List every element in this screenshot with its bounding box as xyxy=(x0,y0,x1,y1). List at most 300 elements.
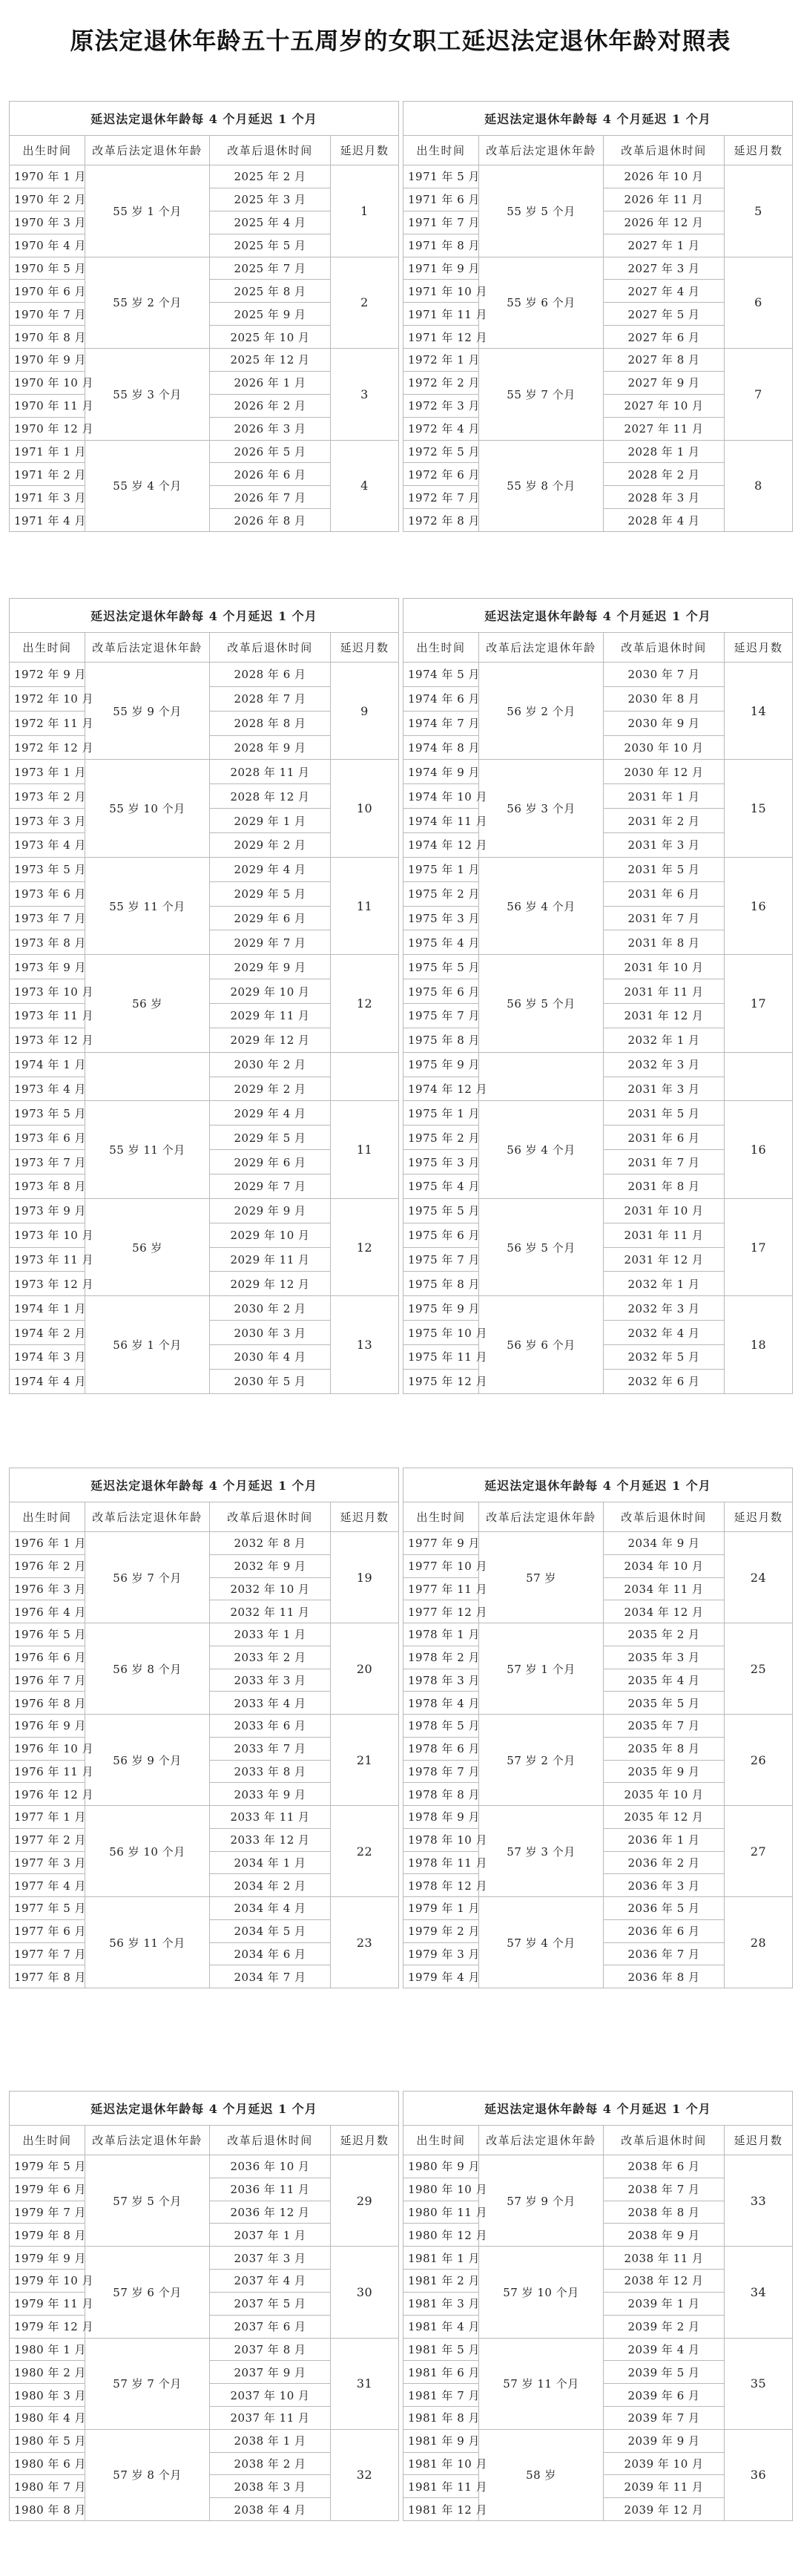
delay-months-cell: 23 xyxy=(331,1897,399,1988)
birth-date-cell: 1970 年 7 月 xyxy=(10,303,85,326)
retire-time-cell: 2036 年 12 月 xyxy=(210,2201,331,2224)
delay-months-cell: 35 xyxy=(725,2338,793,2429)
retire-time-cell: 2030 年 3 月 xyxy=(210,1321,331,1345)
retire-time-cell: 2038 年 4 月 xyxy=(210,2498,331,2521)
retire-age-cell xyxy=(85,1052,210,1101)
header-retire-age: 改革后法定退休年龄 xyxy=(85,1502,210,1532)
retire-time-cell: 2031 年 3 月 xyxy=(604,1077,725,1101)
retire-time-cell: 2037 年 5 月 xyxy=(210,2292,331,2315)
retire-time-cell: 2035 年 7 月 xyxy=(604,1715,725,1738)
retire-time-cell: 2033 年 11 月 xyxy=(210,1806,331,1829)
retire-time-cell: 2029 年 2 月 xyxy=(210,1077,331,1101)
birth-date-cell: 1972 年 7 月 xyxy=(403,486,479,509)
delay-months-cell: 20 xyxy=(331,1623,399,1715)
retire-time-cell: 2035 年 4 月 xyxy=(604,1669,725,1692)
retire-time-cell: 2036 年 2 月 xyxy=(604,1851,725,1874)
retire-time-cell: 2031 年 12 月 xyxy=(604,1247,725,1272)
retire-time-cell: 2026 年 2 月 xyxy=(210,394,331,417)
birth-date-cell: 1977 年 12 月 xyxy=(403,1600,479,1623)
header-delay-months: 延迟月数 xyxy=(725,633,793,663)
half-table-right xyxy=(403,598,792,1394)
birth-date-cell: 1978 年 3 月 xyxy=(403,1669,479,1692)
retire-age-cell: 57 岁 1 个月 xyxy=(479,1623,604,1715)
delay-months-cell: 11 xyxy=(331,1101,399,1198)
retire-time-cell: 2029 年 12 月 xyxy=(210,1028,331,1052)
table-row xyxy=(10,2429,399,2452)
retire-time-cell: 2039 年 12 月 xyxy=(604,2498,725,2521)
birth-date-cell: 1979 年 11 月 xyxy=(10,2292,85,2315)
header-birth-date: 出生时间 xyxy=(10,633,85,663)
retire-time-cell: 2039 年 4 月 xyxy=(604,2338,725,2361)
birth-date-cell: 1972 年 2 月 xyxy=(403,371,479,394)
retire-time-cell: 2025 年 12 月 xyxy=(210,349,331,372)
birth-date-cell: 1976 年 6 月 xyxy=(10,1646,85,1669)
retire-time-cell: 2036 年 6 月 xyxy=(604,1919,725,1942)
retire-time-cell: 2031 年 11 月 xyxy=(604,979,725,1004)
retire-age-cell: 56 岁 1 个月 xyxy=(85,1296,210,1393)
retire-time-cell: 2035 年 10 月 xyxy=(604,1783,725,1806)
half-table-right xyxy=(403,1468,792,1988)
retire-time-cell: 2033 年 3 月 xyxy=(210,1669,331,1692)
retire-time-cell: 2038 年 11 月 xyxy=(604,2247,725,2270)
page-title: 原法定退休年龄五十五周岁的女职工延迟法定退休年龄对照表 xyxy=(70,27,731,55)
table-row xyxy=(10,1198,399,1223)
table-row xyxy=(10,857,399,881)
retire-time-cell: 2029 年 4 月 xyxy=(210,1101,331,1126)
retire-time-cell: 2033 年 6 月 xyxy=(210,1715,331,1738)
birth-date-cell: 1975 年 12 月 xyxy=(403,1369,479,1393)
birth-date-cell: 1979 年 1 月 xyxy=(403,1897,479,1920)
header-delay-months: 延迟月数 xyxy=(725,1502,793,1532)
table-row xyxy=(403,1052,793,1077)
birth-date-cell: 1971 年 2 月 xyxy=(10,463,85,486)
retire-time-cell: 2026 年 12 月 xyxy=(604,211,725,234)
retire-time-cell: 2031 年 7 月 xyxy=(604,1150,725,1174)
retire-time-cell: 2026 年 11 月 xyxy=(604,188,725,211)
birth-date-cell: 1973 年 9 月 xyxy=(10,1198,85,1223)
birth-date-cell: 1975 年 9 月 xyxy=(403,1296,479,1321)
delay-months-cell: 9 xyxy=(331,663,399,760)
retire-time-cell: 2030 年 2 月 xyxy=(210,1296,331,1321)
birth-date-cell: 1976 年 9 月 xyxy=(10,1715,85,1738)
birth-date-cell: 1981 年 5 月 xyxy=(403,2338,479,2361)
retire-time-cell: 2030 年 2 月 xyxy=(210,1052,331,1077)
delay-months-cell: 7 xyxy=(725,349,793,441)
retire-time-cell: 2031 年 8 月 xyxy=(604,930,725,955)
retire-time-cell: 2031 年 7 月 xyxy=(604,906,725,930)
birth-date-cell: 1978 年 1 月 xyxy=(403,1623,479,1646)
retire-time-cell: 2039 年 5 月 xyxy=(604,2361,725,2384)
retire-time-cell: 2039 年 9 月 xyxy=(604,2429,725,2452)
birth-date-cell: 1977 年 4 月 xyxy=(10,1874,85,1897)
birth-date-cell: 1979 年 8 月 xyxy=(10,2224,85,2247)
birth-date-cell: 1977 年 6 月 xyxy=(10,1919,85,1942)
retire-time-cell: 2031 年 10 月 xyxy=(604,955,725,979)
birth-date-cell: 1980 年 11 月 xyxy=(403,2201,479,2224)
retire-time-cell: 2038 年 9 月 xyxy=(604,2224,725,2247)
birth-date-cell: 1975 年 5 月 xyxy=(403,955,479,979)
header-birth-date: 出生时间 xyxy=(403,2126,479,2155)
birth-date-cell: 1976 年 10 月 xyxy=(10,1737,85,1760)
delay-months-cell: 13 xyxy=(331,1296,399,1393)
retire-time-cell: 2029 年 7 月 xyxy=(210,1174,331,1199)
retire-time-cell: 2027 年 4 月 xyxy=(604,280,725,303)
retire-time-cell: 2031 年 5 月 xyxy=(604,1101,725,1126)
birth-date-cell: 1975 年 10 月 xyxy=(403,1321,479,1345)
delay-months-cell: 26 xyxy=(725,1715,793,1806)
birth-date-cell: 1973 年 10 月 xyxy=(10,979,85,1004)
birth-date-cell: 1971 年 6 月 xyxy=(403,188,479,211)
retire-time-cell: 2029 年 9 月 xyxy=(210,955,331,979)
table-row xyxy=(403,1715,793,1738)
birth-date-cell: 1975 年 5 月 xyxy=(403,1198,479,1223)
birth-date-cell: 1973 年 7 月 xyxy=(10,1150,85,1174)
table-row xyxy=(403,440,793,463)
birth-date-cell: 1974 年 7 月 xyxy=(403,711,479,735)
retire-time-cell: 2037 年 1 月 xyxy=(210,2224,331,2247)
retire-time-cell: 2034 年 9 月 xyxy=(604,1532,725,1555)
birth-date-cell: 1972 年 9 月 xyxy=(10,663,85,687)
retire-age-cell: 55 岁 8 个月 xyxy=(479,440,604,532)
retire-time-cell: 2034 年 4 月 xyxy=(210,1897,331,1920)
header-birth-date: 出生时间 xyxy=(10,1502,85,1532)
birth-date-cell: 1971 年 11 月 xyxy=(403,303,479,326)
retire-time-cell: 2038 年 2 月 xyxy=(210,2452,331,2475)
retire-time-cell: 2029 年 1 月 xyxy=(210,809,331,833)
birth-date-cell: 1973 年 12 月 xyxy=(10,1272,85,1296)
retire-time-cell: 2026 年 6 月 xyxy=(210,463,331,486)
birth-date-cell: 1971 年 9 月 xyxy=(403,257,479,280)
retire-time-cell: 2039 年 2 月 xyxy=(604,2315,725,2338)
table-caption: 延迟法定退休年龄每 4 个月延迟 1 个月 xyxy=(10,102,399,136)
header-retire-time: 改革后退休时间 xyxy=(604,2126,725,2155)
birth-date-cell: 1980 年 4 月 xyxy=(10,2406,85,2429)
table-row xyxy=(403,257,793,280)
birth-date-cell: 1972 年 12 月 xyxy=(10,735,85,760)
retire-time-cell: 2032 年 5 月 xyxy=(604,1345,725,1370)
retire-age-cell: 57 岁 6 个月 xyxy=(85,2247,210,2338)
delay-months-cell: 3 xyxy=(331,349,399,441)
birth-date-cell: 1981 年 7 月 xyxy=(403,2384,479,2407)
delay-months-cell xyxy=(725,1052,793,1101)
birth-date-cell: 1979 年 7 月 xyxy=(10,2201,85,2224)
retire-time-cell: 2028 年 8 月 xyxy=(210,711,331,735)
retire-time-cell: 2033 年 8 月 xyxy=(210,1760,331,1783)
birth-date-cell: 1971 年 1 月 xyxy=(10,440,85,463)
header-retire-time: 改革后退休时间 xyxy=(210,633,331,663)
birth-date-cell: 1974 年 6 月 xyxy=(403,686,479,711)
retire-time-cell: 2029 年 12 月 xyxy=(210,1272,331,1296)
header-delay-months: 延迟月数 xyxy=(331,1502,399,1532)
header-retire-age: 改革后法定退休年龄 xyxy=(479,2126,604,2155)
header-retire-age: 改革后法定退休年龄 xyxy=(85,136,210,165)
birth-date-cell: 1975 年 7 月 xyxy=(403,1247,479,1272)
table-caption: 延迟法定退休年龄每 4 个月延迟 1 个月 xyxy=(10,1468,399,1502)
retire-time-cell: 2030 年 8 月 xyxy=(604,686,725,711)
delay-months-cell: 17 xyxy=(725,955,793,1052)
retire-time-cell: 2027 年 5 月 xyxy=(604,303,725,326)
retire-time-cell: 2031 年 1 月 xyxy=(604,784,725,809)
delay-months-cell: 27 xyxy=(725,1806,793,1897)
half-table-left xyxy=(9,101,398,532)
retire-time-cell: 2026 年 1 月 xyxy=(210,371,331,394)
retire-time-cell: 2037 年 6 月 xyxy=(210,2315,331,2338)
retire-time-cell: 2026 年 7 月 xyxy=(210,486,331,509)
table-section-1 xyxy=(9,101,792,531)
retire-time-cell: 2025 年 10 月 xyxy=(210,326,331,349)
retire-time-cell: 2036 年 8 月 xyxy=(604,1965,725,1988)
retire-time-cell: 2032 年 9 月 xyxy=(210,1554,331,1577)
delay-months-cell: 25 xyxy=(725,1623,793,1715)
retire-age-cell: 56 岁 4 个月 xyxy=(479,857,604,954)
delay-months-cell: 19 xyxy=(331,1532,399,1623)
birth-date-cell: 1974 年 5 月 xyxy=(403,663,479,687)
retire-time-cell: 2035 年 2 月 xyxy=(604,1623,725,1646)
retire-time-cell: 2025 年 2 月 xyxy=(210,165,331,188)
birth-date-cell: 1970 年 9 月 xyxy=(10,349,85,372)
birth-date-cell: 1972 年 10 月 xyxy=(10,686,85,711)
retire-time-cell: 2029 年 2 月 xyxy=(210,833,331,858)
retirement-table xyxy=(403,2091,793,2521)
retire-time-cell: 2028 年 4 月 xyxy=(604,509,725,532)
retire-time-cell: 2039 年 1 月 xyxy=(604,2292,725,2315)
retire-time-cell: 2036 年 1 月 xyxy=(604,1828,725,1851)
header-retire-age: 改革后法定退休年龄 xyxy=(479,633,604,663)
birth-date-cell: 1973 年 1 月 xyxy=(10,760,85,784)
retire-time-cell: 2029 年 5 月 xyxy=(210,881,331,906)
table-row xyxy=(403,1897,793,1920)
table-row xyxy=(10,2247,399,2270)
birth-date-cell: 1973 年 11 月 xyxy=(10,1004,85,1028)
retire-time-cell: 2032 年 11 月 xyxy=(210,1600,331,1623)
delay-months-cell: 5 xyxy=(725,165,793,257)
table-section-4 xyxy=(9,2091,792,2520)
header-delay-months: 延迟月数 xyxy=(331,136,399,165)
birth-date-cell: 1974 年 1 月 xyxy=(10,1296,85,1321)
table-row xyxy=(10,2338,399,2361)
delay-months-cell: 2 xyxy=(331,257,399,349)
birth-date-cell: 1977 年 8 月 xyxy=(10,1965,85,1988)
retire-time-cell: 2027 年 8 月 xyxy=(604,349,725,372)
table-caption: 延迟法定退休年龄每 4 个月延迟 1 个月 xyxy=(403,2092,793,2126)
table-row xyxy=(10,1623,399,1646)
retire-time-cell: 2027 年 6 月 xyxy=(604,326,725,349)
table-row xyxy=(10,1897,399,1920)
retire-time-cell: 2033 年 12 月 xyxy=(210,1828,331,1851)
retire-time-cell: 2029 年 6 月 xyxy=(210,906,331,930)
retire-time-cell: 2033 年 9 月 xyxy=(210,1783,331,1806)
retire-time-cell: 2038 年 12 月 xyxy=(604,2270,725,2293)
birth-date-cell: 1974 年 9 月 xyxy=(403,760,479,784)
birth-date-cell: 1970 年 3 月 xyxy=(10,211,85,234)
delay-months-cell: 18 xyxy=(725,1296,793,1393)
table-row xyxy=(403,349,793,372)
retire-time-cell: 2033 年 1 月 xyxy=(210,1623,331,1646)
retire-time-cell: 2029 年 5 月 xyxy=(210,1126,331,1150)
table-header-row xyxy=(403,1502,793,1532)
retire-time-cell: 2028 年 12 月 xyxy=(210,784,331,809)
birth-date-cell: 1973 年 2 月 xyxy=(10,784,85,809)
birth-date-cell: 1976 年 1 月 xyxy=(10,1532,85,1555)
retire-time-cell: 2029 年 11 月 xyxy=(210,1004,331,1028)
retire-time-cell: 2029 年 11 月 xyxy=(210,1247,331,1272)
retire-time-cell: 2030 年 9 月 xyxy=(604,711,725,735)
birth-date-cell: 1978 年 8 月 xyxy=(403,1783,479,1806)
retire-time-cell: 2038 年 6 月 xyxy=(604,2155,725,2178)
retire-age-cell: 56 岁 11 个月 xyxy=(85,1897,210,1988)
table-caption-row xyxy=(10,102,399,136)
table-row xyxy=(403,1532,793,1555)
delay-months-cell: 10 xyxy=(331,760,399,857)
header-retire-age: 改革后法定退休年龄 xyxy=(85,633,210,663)
birth-date-cell: 1978 年 12 月 xyxy=(403,1874,479,1897)
table-caption-row xyxy=(403,1468,793,1502)
birth-date-cell: 1976 年 8 月 xyxy=(10,1692,85,1715)
birth-date-cell: 1975 年 6 月 xyxy=(403,979,479,1004)
retire-age-cell: 57 岁 11 个月 xyxy=(479,2338,604,2429)
birth-date-cell: 1973 年 8 月 xyxy=(10,1174,85,1199)
birth-date-cell: 1975 年 4 月 xyxy=(403,930,479,955)
retire-age-cell: 56 岁 7 个月 xyxy=(85,1532,210,1623)
retire-time-cell: 2030 年 5 月 xyxy=(210,1369,331,1393)
retire-age-cell: 57 岁 4 个月 xyxy=(479,1897,604,1988)
header-delay-months: 延迟月数 xyxy=(331,2126,399,2155)
table-row xyxy=(403,2155,793,2178)
retire-time-cell: 2025 年 4 月 xyxy=(210,211,331,234)
birth-date-cell: 1980 年 9 月 xyxy=(403,2155,479,2178)
retire-age-cell: 56 岁 8 个月 xyxy=(85,1623,210,1715)
retire-time-cell: 2033 年 2 月 xyxy=(210,1646,331,1669)
retire-time-cell: 2036 年 3 月 xyxy=(604,1874,725,1897)
retire-time-cell: 2035 年 9 月 xyxy=(604,1760,725,1783)
header-retire-time: 改革后退休时间 xyxy=(604,633,725,663)
retire-time-cell: 2038 年 3 月 xyxy=(210,2475,331,2498)
header-retire-age: 改革后法定退休年龄 xyxy=(85,2126,210,2155)
retire-time-cell: 2026 年 3 月 xyxy=(210,417,331,440)
header-retire-time: 改革后退休时间 xyxy=(604,1502,725,1532)
retire-time-cell: 2039 年 10 月 xyxy=(604,2452,725,2475)
table-header-row xyxy=(10,2126,399,2155)
birth-date-cell: 1978 年 6 月 xyxy=(403,1737,479,1760)
birth-date-cell: 1974 年 11 月 xyxy=(403,809,479,833)
delay-months-cell: 4 xyxy=(331,440,399,532)
table-row xyxy=(403,1198,793,1223)
table-row xyxy=(10,349,399,372)
retirement-table xyxy=(9,598,399,1394)
retire-time-cell: 2032 年 8 月 xyxy=(210,1532,331,1555)
table-row xyxy=(10,760,399,784)
retire-time-cell: 2025 年 5 月 xyxy=(210,234,331,257)
birth-date-cell: 1973 年 8 月 xyxy=(10,930,85,955)
birth-date-cell: 1977 年 10 月 xyxy=(403,1554,479,1577)
header-retire-time: 改革后退休时间 xyxy=(210,136,331,165)
header-birth-date: 出生时间 xyxy=(403,1502,479,1532)
half-table-left xyxy=(9,598,398,1394)
delay-months-cell: 24 xyxy=(725,1532,793,1623)
retire-age-cell: 55 岁 9 个月 xyxy=(85,663,210,760)
retire-time-cell: 2029 年 6 月 xyxy=(210,1150,331,1174)
table-row xyxy=(403,1101,793,1126)
retire-time-cell: 2036 年 10 月 xyxy=(210,2155,331,2178)
table-row xyxy=(403,1296,793,1321)
birth-date-cell: 1976 年 7 月 xyxy=(10,1669,85,1692)
birth-date-cell: 1974 年 12 月 xyxy=(403,1077,479,1101)
birth-date-cell: 1972 年 1 月 xyxy=(403,349,479,372)
birth-date-cell: 1979 年 4 月 xyxy=(403,1965,479,1988)
birth-date-cell: 1973 年 3 月 xyxy=(10,809,85,833)
birth-date-cell: 1979 年 2 月 xyxy=(403,1919,479,1942)
birth-date-cell: 1972 年 11 月 xyxy=(10,711,85,735)
table-row xyxy=(10,1715,399,1738)
table-section-2 xyxy=(9,598,792,1393)
retire-time-cell: 2030 年 10 月 xyxy=(604,735,725,760)
retire-time-cell: 2031 年 6 月 xyxy=(604,1126,725,1150)
table-row xyxy=(10,257,399,280)
birth-date-cell: 1971 年 8 月 xyxy=(403,234,479,257)
birth-date-cell: 1975 年 3 月 xyxy=(403,906,479,930)
table-caption: 延迟法定退休年龄每 4 个月延迟 1 个月 xyxy=(403,102,793,136)
birth-date-cell: 1974 年 4 月 xyxy=(10,1369,85,1393)
retire-age-cell: 56 岁 5 个月 xyxy=(479,1198,604,1295)
birth-date-cell: 1980 年 3 月 xyxy=(10,2384,85,2407)
table-row xyxy=(10,2155,399,2178)
birth-date-cell: 1973 年 7 月 xyxy=(10,906,85,930)
retire-age-cell: 56 岁 9 个月 xyxy=(85,1715,210,1806)
retire-time-cell: 2028 年 2 月 xyxy=(604,463,725,486)
table-row xyxy=(10,955,399,979)
retire-time-cell: 2031 年 5 月 xyxy=(604,857,725,881)
retire-age-cell: 56 岁 3 个月 xyxy=(479,760,604,857)
header-retire-age: 改革后法定退休年龄 xyxy=(479,136,604,165)
birth-date-cell: 1972 年 6 月 xyxy=(403,463,479,486)
retirement-table xyxy=(403,1468,793,1988)
birth-date-cell: 1980 年 5 月 xyxy=(10,2429,85,2452)
birth-date-cell: 1975 年 8 月 xyxy=(403,1028,479,1052)
retire-time-cell: 2032 年 4 月 xyxy=(604,1321,725,1345)
retire-time-cell: 2030 年 4 月 xyxy=(210,1345,331,1370)
birth-date-cell: 1976 年 11 月 xyxy=(10,1760,85,1783)
table-row xyxy=(403,1806,793,1829)
birth-date-cell: 1970 年 5 月 xyxy=(10,257,85,280)
retire-age-cell: 55 岁 1 个月 xyxy=(85,165,210,257)
retire-time-cell: 2039 年 11 月 xyxy=(604,2475,725,2498)
birth-date-cell: 1973 年 5 月 xyxy=(10,1101,85,1126)
birth-date-cell: 1973 年 9 月 xyxy=(10,955,85,979)
birth-date-cell: 1972 年 8 月 xyxy=(403,509,479,532)
retire-time-cell: 2034 年 10 月 xyxy=(604,1554,725,1577)
retire-time-cell: 2028 年 3 月 xyxy=(604,486,725,509)
birth-date-cell: 1972 年 3 月 xyxy=(403,394,479,417)
table-header-row xyxy=(10,1502,399,1532)
retire-age-cell: 55 岁 3 个月 xyxy=(85,349,210,441)
retire-time-cell: 2034 年 11 月 xyxy=(604,1577,725,1600)
birth-date-cell: 1974 年 10 月 xyxy=(403,784,479,809)
birth-date-cell: 1970 年 12 月 xyxy=(10,417,85,440)
retire-time-cell: 2027 年 1 月 xyxy=(604,234,725,257)
birth-date-cell: 1975 年 1 月 xyxy=(403,857,479,881)
half-table-right xyxy=(403,2091,792,2521)
delay-months-cell: 16 xyxy=(725,857,793,954)
retire-time-cell: 2026 年 8 月 xyxy=(210,509,331,532)
birth-date-cell: 1971 年 7 月 xyxy=(403,211,479,234)
retire-time-cell: 2035 年 5 月 xyxy=(604,1692,725,1715)
birth-date-cell: 1979 年 9 月 xyxy=(10,2247,85,2270)
birth-date-cell: 1973 年 4 月 xyxy=(10,1077,85,1101)
table-row xyxy=(403,760,793,784)
retire-time-cell: 2034 年 12 月 xyxy=(604,1600,725,1623)
retire-time-cell: 2034 年 7 月 xyxy=(210,1965,331,1988)
delay-months-cell: 29 xyxy=(331,2155,399,2247)
